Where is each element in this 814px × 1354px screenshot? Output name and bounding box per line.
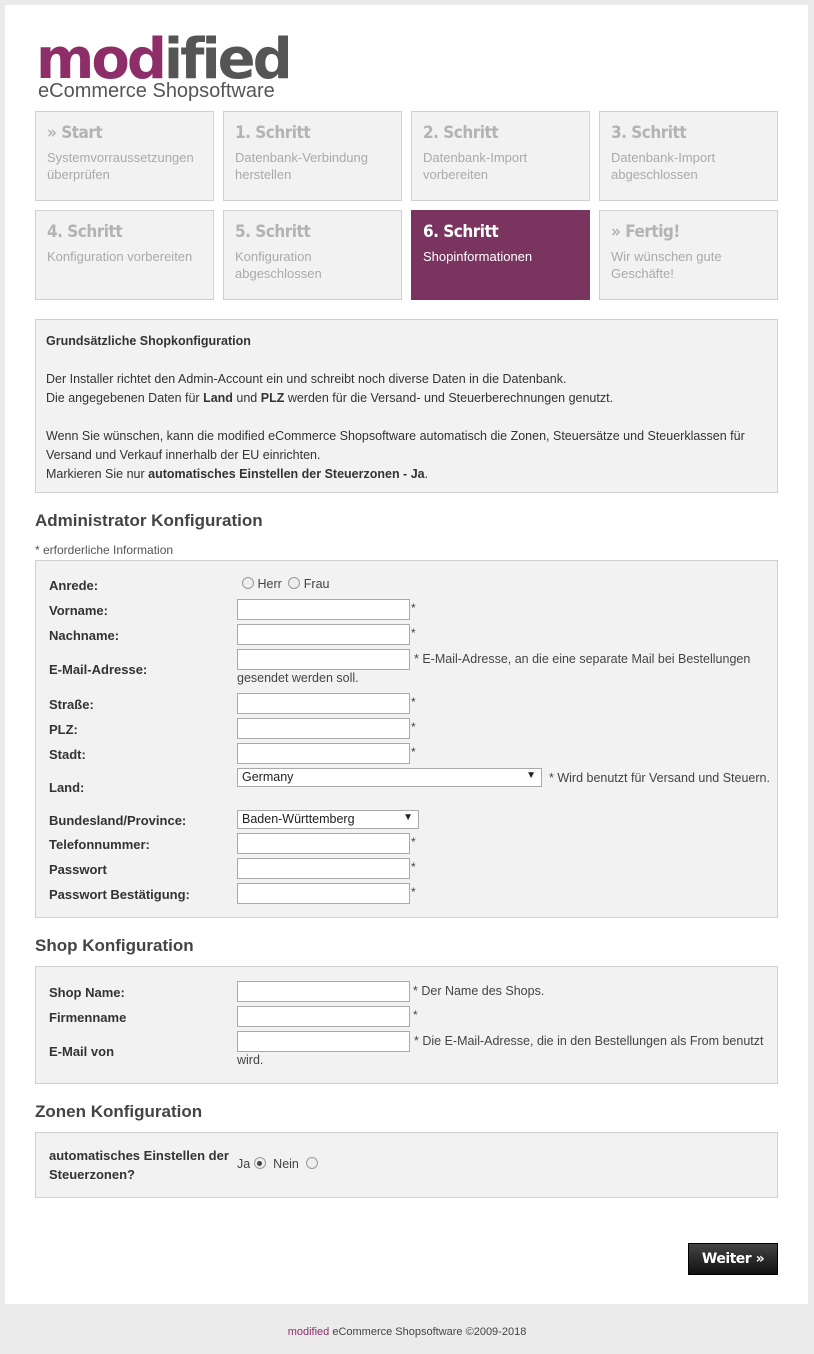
- required-star: *: [411, 695, 416, 709]
- bundesland-selected-value: Baden-Württemberg: [242, 812, 355, 826]
- step-desc: Shopinformationen: [423, 249, 533, 264]
- plz-input[interactable]: [237, 718, 410, 739]
- nachname-label: Nachname:: [49, 628, 120, 643]
- required-star: *: [413, 1008, 418, 1022]
- info-box: [35, 319, 778, 493]
- telefon-label: Telefonnummer:: [49, 837, 150, 852]
- step-4: [35, 210, 214, 300]
- herr-label: Herr: [257, 577, 282, 591]
- step-title: » Start: [47, 123, 103, 143]
- logo-subtitle: eCommerce Shopsoftware: [38, 80, 275, 102]
- step-title: 6. Schritt: [423, 222, 499, 242]
- admin-heading: Administrator Konfiguration: [35, 511, 263, 530]
- strasse-input[interactable]: [237, 693, 410, 714]
- stadt-label: Stadt:: [49, 747, 86, 762]
- vorname-label: Vorname:: [49, 603, 108, 618]
- page-container: [5, 5, 808, 1304]
- passwort-confirm-label: Passwort Bestätigung:: [49, 887, 190, 902]
- step-desc: Konfiguration abgeschlossen: [235, 249, 322, 281]
- info-p1: Der Installer richtet den Admin-Account ein und schreibt noch diverse Daten in die Datenbank.: [46, 372, 567, 386]
- vorname-input[interactable]: [237, 599, 410, 620]
- step-3: [599, 111, 778, 201]
- required-star: *: [411, 885, 416, 899]
- zonen-label: automatisches Einstellen der Steuerzonen?: [49, 1148, 229, 1182]
- step-1: [223, 111, 402, 201]
- bundesland-label: Bundesland/Province:: [49, 813, 187, 828]
- step-5: [223, 210, 402, 300]
- logo-ified: ified: [163, 27, 290, 92]
- info-p4: Markieren Sie nur automatisches Einstellen der Steuerzonen - Ja.: [46, 467, 429, 481]
- ja-label: Ja: [237, 1157, 251, 1171]
- required-star: *: [411, 720, 416, 734]
- shop-form: [35, 966, 778, 1084]
- admin-form: [35, 560, 778, 918]
- plz-label: PLZ:: [49, 722, 78, 737]
- required-star: *: [411, 860, 416, 874]
- shop-name-note: * Der Name des Shops.: [413, 984, 545, 998]
- footer-brand: modified: [287, 1326, 330, 1338]
- step-finish: [599, 210, 778, 300]
- info-p3: Wenn Sie wünschen, kann die modified eCommerce Shopsoftware automatisch die Zonen, Steuersätze und Steuerklassen für Versand und Verkauf innerhalb der EU einrichten.: [46, 429, 745, 462]
- step-desc: Systemvorraussetzungen überprüfen: [47, 150, 194, 182]
- firmenname-input[interactable]: [237, 1006, 410, 1027]
- required-star: *: [411, 745, 416, 759]
- required-note: * erforderliche Information: [35, 543, 174, 557]
- logo: [36, 27, 296, 107]
- step-title: 1. Schritt: [235, 123, 311, 143]
- stadt-input[interactable]: [237, 743, 410, 764]
- strasse-label: Straße:: [49, 697, 94, 712]
- shop-heading: Shop Konfiguration: [35, 936, 194, 955]
- step-desc: Datenbank-Import vorbereiten: [423, 150, 528, 182]
- weiter-button[interactable]: Weiter »: [688, 1243, 778, 1275]
- nein-label: Nein: [273, 1157, 299, 1171]
- radio-frau[interactable]: [288, 577, 300, 589]
- email-note: * E-Mail-Adresse, an die eine separate Mail bei Bestellungen gesendet werden soll.: [237, 652, 751, 685]
- footer-text: eCommerce Shopsoftware ©2009-2018: [329, 1326, 527, 1338]
- step-desc: Konfiguration vorbereiten: [47, 249, 193, 264]
- info-p2: Die angegebenen Daten für Land und PLZ werden für die Versand- und Steuerberechnungen genutzt.: [46, 391, 614, 405]
- dropdown-arrow-icon: ▼: [526, 770, 536, 781]
- step-title: » Fertig!: [611, 222, 680, 242]
- step-title: 3. Schritt: [611, 123, 687, 143]
- step-title: 2. Schritt: [423, 123, 499, 143]
- required-star: *: [411, 835, 416, 849]
- passwort-input[interactable]: [237, 858, 410, 879]
- frau-label: Frau: [303, 577, 330, 591]
- land-selected-value: Germany: [242, 770, 294, 784]
- step-2: [411, 111, 590, 201]
- anrede-label: Anrede:: [49, 578, 99, 593]
- required-star: *: [411, 626, 416, 640]
- land-note: * Wird benutzt für Versand und Steuern.: [549, 771, 770, 785]
- step-title: 4. Schritt: [47, 222, 123, 242]
- land-label: Land:: [49, 780, 85, 795]
- required-star: *: [411, 601, 416, 615]
- telefon-input[interactable]: [237, 833, 410, 854]
- step-desc: Wir wünschen gute Geschäfte!: [611, 249, 722, 281]
- bundesland-select[interactable]: [237, 810, 419, 829]
- shop-name-input[interactable]: [237, 981, 410, 1002]
- nachname-input[interactable]: [237, 624, 410, 645]
- email-label: E-Mail-Adresse:: [49, 662, 148, 677]
- logo-mod: mod: [36, 27, 164, 92]
- step-desc: Datenbank-Import abgeschlossen: [611, 150, 716, 182]
- firmenname-label: Firmenname: [49, 1010, 127, 1025]
- step-start: [35, 111, 214, 201]
- zonen-heading: Zonen Konfiguration: [35, 1102, 203, 1121]
- email-von-label: E-Mail von: [49, 1044, 115, 1059]
- step-desc: Datenbank-Verbindung herstellen: [235, 150, 368, 182]
- dropdown-arrow-icon: ▼: [403, 812, 413, 823]
- zonen-radios: [237, 1157, 318, 1171]
- shop-name-label: Shop Name:: [49, 985, 125, 1000]
- passwort-label: Passwort: [49, 862, 107, 877]
- radio-nein[interactable]: [306, 1157, 318, 1169]
- step-6-active: [411, 210, 590, 300]
- anrede-radios: [242, 577, 329, 591]
- step-title: 5. Schritt: [235, 222, 311, 242]
- footer: [0, 1326, 814, 1338]
- passwort-confirm-input[interactable]: [237, 883, 410, 904]
- radio-ja[interactable]: [254, 1157, 266, 1169]
- zonen-form: [35, 1132, 778, 1198]
- info-title: Grundsätzliche Shopkonfiguration: [46, 334, 251, 348]
- radio-herr[interactable]: [242, 577, 254, 589]
- email-von-note: * Die E-Mail-Adresse, die in den Bestellungen als From benutzt wird.: [237, 1034, 764, 1067]
